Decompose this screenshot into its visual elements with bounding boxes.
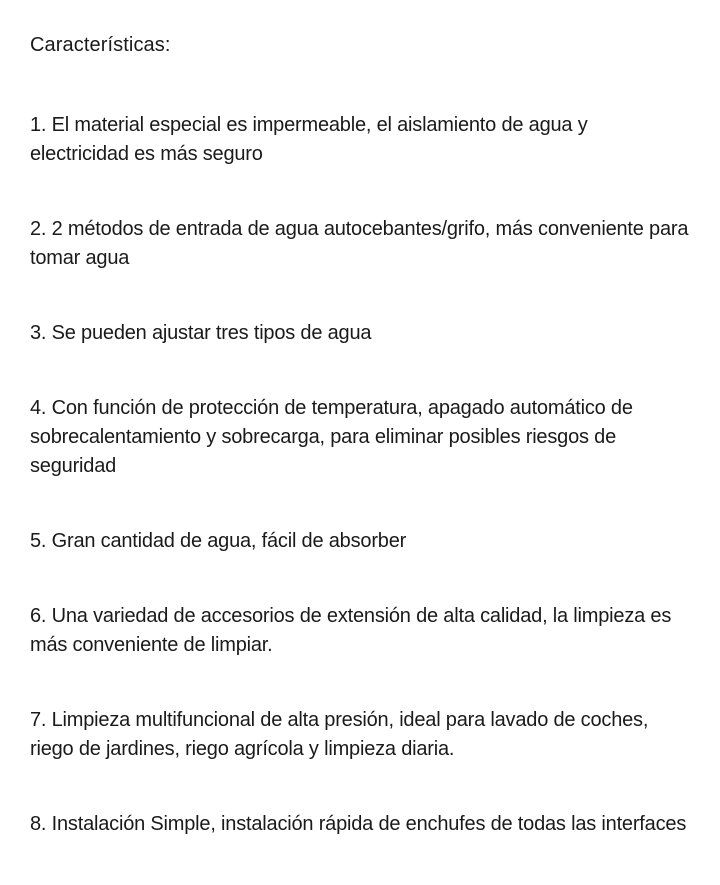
features-heading: Características: bbox=[30, 34, 171, 56]
feature-document bbox=[30, 30, 690, 885]
feature-list bbox=[30, 111, 690, 839]
feature-item-8: 8. Instalación Simple, instalación rápida de enchufes de todas las interfaces bbox=[30, 813, 687, 835]
feature-item-2: 2. 2 métodos de entrada de agua autocebantes/grifo, más conveniente para tomar agua bbox=[30, 218, 689, 269]
feature-item-3: 3. Se pueden ajustar tres tipos de agua bbox=[30, 322, 372, 344]
feature-item-7: 7. Limpieza multifuncional de alta presión, ideal para lavado de coches, riego de jardines, riego agrícola y limpieza diaria. bbox=[30, 709, 649, 760]
feature-item-4: 4. Con función de protección de temperatura, apagado automático de sobrecalentamiento y sobrecarga, para eliminar posibles riesgos de seguridad bbox=[30, 397, 633, 477]
feature-item-1: 1. El material especial es impermeable, el aislamiento de agua y electricidad es más seguro bbox=[30, 114, 588, 165]
feature-item-6: 6. Una variedad de accesorios de extensión de alta calidad, la limpieza es más conveniente de limpiar. bbox=[30, 605, 672, 656]
feature-item-5: 5. Gran cantidad de agua, fácil de absorber bbox=[30, 530, 407, 552]
